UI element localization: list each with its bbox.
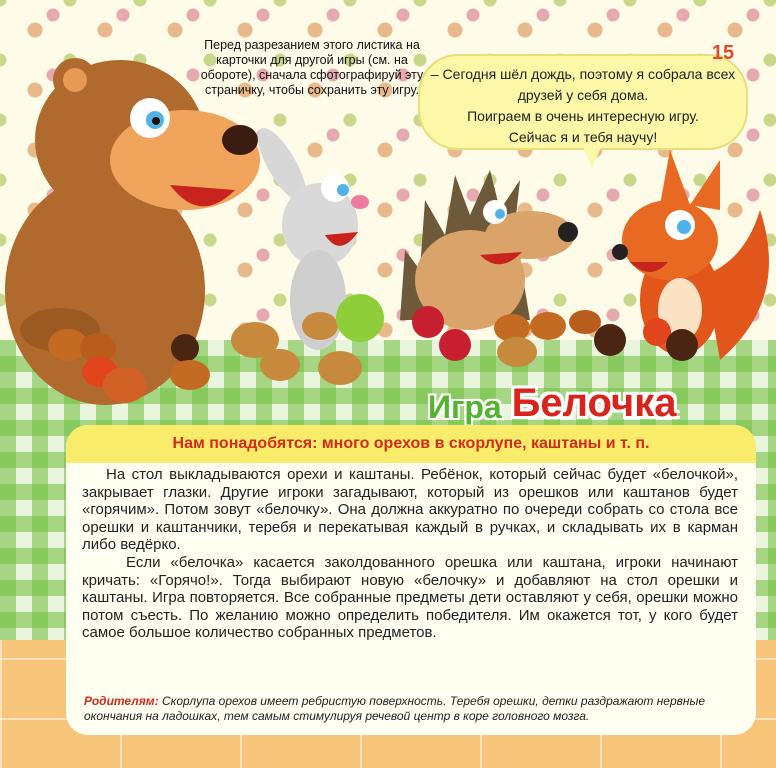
game-name: Белочка xyxy=(511,381,677,425)
bear-illustration xyxy=(5,58,260,405)
speech-text xyxy=(430,64,736,148)
speech-line-1: – Сегодня шёл дождь, поэтому я собрала всех друзей у себя дома. xyxy=(430,66,736,103)
game-word: Игра xyxy=(428,389,502,425)
page-number: 15 xyxy=(711,42,735,64)
squirrel-illustration xyxy=(612,150,769,360)
game-title xyxy=(428,376,676,426)
parents-label: Родителям: xyxy=(84,694,159,708)
photo-note: Перед разрезанием этого листика на карточки для другой игры (см. на обороте), сначала сфотографируй эту страничку, чтобы сохранить эту игру. xyxy=(200,38,424,97)
speech-line-2: Поиграем в очень интересную игру. xyxy=(467,108,699,124)
materials-banner: Нам понадобятся: много орехов в скорлупе, каштаны и т. п. xyxy=(66,425,756,463)
rules-paragraph-1: На стол выкладываются орехи и каштаны. Ребёнок, который сейчас будет «белочкой», закрывает глазки. Другие игроки загадывают, который из орешков или каштанов будет «горячим». Потом зовут «белочку». Она должна аккуратно по очереди собрать со стола все орешки и каштанчики, теребя и перекатывая каждый в ручках, и складывать их в карман либо ведёрко. xyxy=(82,466,738,554)
hedgehog-illustration xyxy=(400,170,578,330)
rules-text xyxy=(82,466,738,642)
rules-paragraph-2: Если «белочка» касается заколдованного орешка или каштана, игроки начинают кричать: «Горячо!». Тогда выбирают новую «белочку» и добавляют на стол орешки и каштаны. Игра повторяется. Все собранные предметы дети оставляют у себя, орешки можно потом съесть. По желанию можно определить победителя. Им окажется тот, у кого будет самое большое количество собранных предметов. xyxy=(82,553,738,642)
parents-text: Скорлупа орехов имеет ребристую поверхность. Теребя орешки, детки раздражают нервные окончания на ладошках, тем самым стимулируя речевой центр в коре головного мозга. xyxy=(84,694,706,723)
speech-line-3: Сейчас я и тебя научу! xyxy=(508,129,658,145)
parents-note xyxy=(84,694,744,724)
